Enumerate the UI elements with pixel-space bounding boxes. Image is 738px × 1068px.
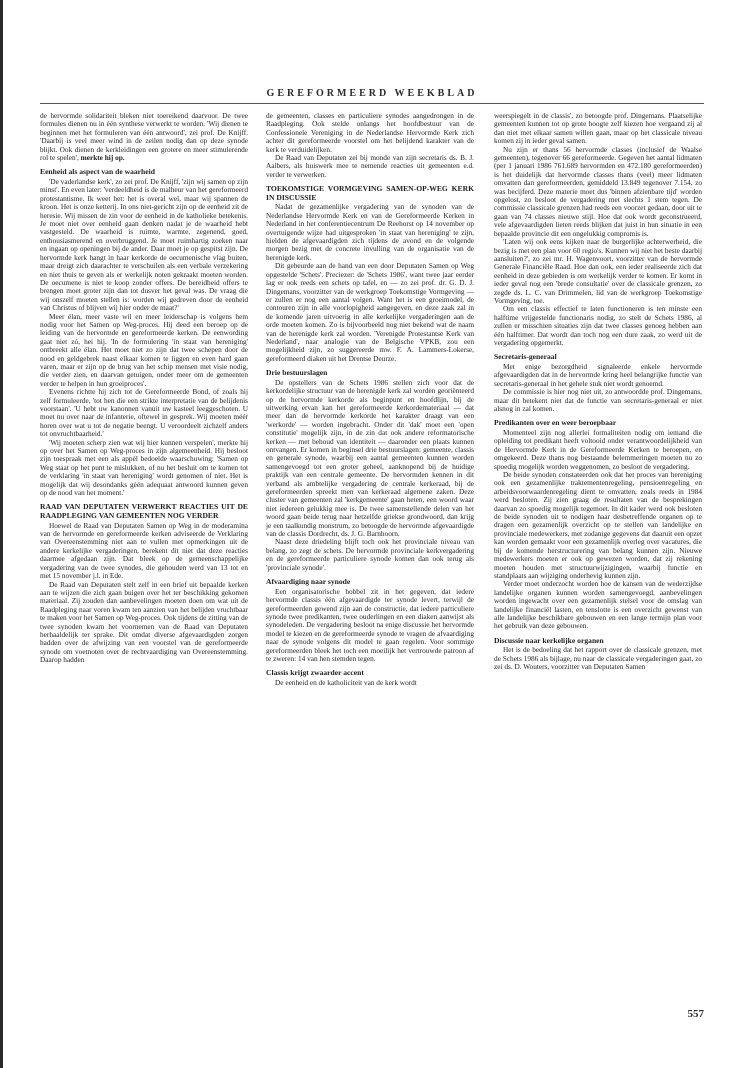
section-heading: Secretaris-generaal xyxy=(494,352,557,362)
section-heading: Predikanten over en weer beroepbaar xyxy=(494,418,617,428)
paragraph: Met enige bezorgdheid signaleerde enkele hervormde afgevaardigden dat in de hervormde kring heel belangrijke functie van secretaris-generaal in het gehele stuk niet wordt genoemd. xyxy=(494,361,702,388)
section-heading: Afvaardiging naar synode xyxy=(266,577,351,587)
paragraph: Het is de bedoeling dat het rapport over de classicale grenzen, met de Schets 1986 als bijlage, nu naar de classicale vergaderingen gaat, zo zei ds. D. Wouters, voorzitter van Deputaten Samen xyxy=(494,645,702,672)
paragraph: Evenens richtte hij zich tot de Gereformeerde Bond, of zoals hij zelf formuleerde, 'tot hen die een strikte interpretatie van de belijdenis voorstaan'. 'U hebt uw kanonnen vanuit uw kasteel leeggeschoten. U moet nu over naar de infanterie, oftewel in gesprek. Wij moeten méér horen over wat u tot de negatie beengt. U veroordeelt zichzelf anders tot onvruchtbaarheid.' xyxy=(40,387,248,439)
header-rule xyxy=(40,103,704,104)
section-heading: RAAD VAN DEPUTATEN VERWERKT REACTIES UIT DE RAADPLEGING VAN GEMEENTEN NOG VERDER xyxy=(40,502,248,521)
paragraph: weerspiegelt in de classis', zo betoogde prof. Dingemans. Plaatselijke gemeenten kunnen tot op grote hoogte zelf kiezen hoe vergaand zij al dan niet met elkaar samen willen gaan, maar op het classicale niveau komen zij in ieder geval samen. xyxy=(494,111,702,146)
column-1 xyxy=(40,112,248,665)
paragraph: De opstellers van de Schets 1986 stellen zich voor dat de kerkordelijke structuur van de herenigde kerk zal worden georiënteerd op de hervormde kerkorde als beginpunt en hoofdlijn, bij de uitwerking ervan kan het gereformeerde kerkordemateriaal — dat meer dan de hervormde kerkorde het karakter draagt van een 'werkorde' — worden ingebracht. Onder dit 'dak' moet een 'open constitutie' mogelijk zijn, in de zin dat ook andere reformatorische kerken — met behoud van identiteit — daaronder een plaats kunnen ontvangen. Er komen in beginsel drie bestuurslagen: gemeente, classis en generale synode, waarbij een aantal gemeenten kunnen worden samengevoegd tot een groter geheel, aanknopend bij de huidige praktijk van een centrale gemeente. De hervormden kennen in dit verband als ambtelijke vergadering de centrale kerkeraad, bij de gereformeerden spreekt men van kerkeraad algemene zaken. Deze cluster van gemeenten zal 'kerkgemeente' gaan heten, een woord waar niet iedereen gelukkig mee is. De twee samenstellende delen van het woord gaan beide terug naar hetzelfde griekse grondwoord, dan krijg je een taalkundig monstrum, zo betoogde de hervormde afgevaardigde van de classis Dordrecht, ds. J. G. Barnhoorn. xyxy=(266,377,474,539)
paragraph: Meer élan, meer vaste wil en meer leiderschap is volgens hem nodig voor het Samen op Weg-proces. Hij deed een beroep op de leiding van de hervormde en gereformeerde kerken. De eenwording gaat niet zó, hei hij. 'In de formulering 'in staat van hereniging' ontbreekt alle élan. Het moet niet zo zijn dat twee schepen door de nood en geldgebrek naast elkaar komen te liggen en even hard gaan varen, maar er zijn op de brug van het schip mensen met visie nodig, die verder zien, en daarvan getuigen, onder meer om de gemeenten verder te helpen in hun groeiproces'. xyxy=(40,311,248,388)
paragraph: De eenheid en de katholiciteit van de kerk wordt xyxy=(275,677,417,687)
paragraph: Hoewel de Raad van Deputaten Samen op Weg in de moderamina van de hervormde en gereformeerde kerken adviseerde de Verklaring van Overeenstemming niet aan te vullen met opmerkingen uit de andere kerkelijke vergaderingen, berekent dit niet dat deze reacties daarmee afgedaan zijn. Dat bleek op de gemeenschappelijke vergadering van de twee synodes, die gehouden werd van 13 tot en met 15 november j.l. in Ede. xyxy=(40,520,248,581)
column-3 xyxy=(494,112,702,672)
paragraph: 'De vaderlandse kerk', zo zei prof. De Knijff, 'zijn wij samen op zijn minst'. En even later: 'verdeeldheid is de malheur van het gereformeerd protestantisme. Ik weet het: het is overal wel, maar wij spannen de kroon. Het is onze ketterij. In ons niet-gericht zijn op de eenheid zit de heresie. Wij missen de zin voor de eenheid in de katholieke betekenis. Je moet niet over eenheid gaan denken nadat je de waarheid hebt vastgesteld. De waarheid is ruimte, warmte, zegenend, goed, enthousiasmerend en overbruggend. Je moet ruimhartig zoeken naar en ingaan op openingen bij de ander. Daar moet je op gespitst zijn. De hervormde kerk hangt in haar kerkorde de oecumenische vlag buiten, maar dreigt zich daarachter te verschuilen als een verbale verzekering en niet thuis te geven als er werkelijk noten gekraakt moeten worden. De oecumene is niet te koop zonder offers. De bereidheid offers te brengen moet groter zijn dan tot dusver het geval was. De vraag die wij onszelf moeten stellen is: worden wij gedreven door de eenheid van Christus of blijven wij hier onder de maat?' xyxy=(40,177,248,313)
section-heading: Classis krijgt zwaarder accent xyxy=(266,668,364,678)
paragraph: de hervormde solidariteit bleken niet toereikend daarvoor. De twee formules dienen nu in één synthese verwerkt te worden. 'Wij dienen te beginnen met het formuleren van één antwoord', zei prof. De Knijff. 'Daarbij is veel meer wind in de zeilen nodig dan op deze synode blijkt. Ook dienen de kerkleidingen een grotere en meer stimulerende rol te spelen', merkte hij op. xyxy=(40,111,248,163)
paragraph: Nadat de gezamenlijke vergadering van de synoden van de Nederlandse Hervormde Kerk en van de Gereformeerde Kerken in Nederland in het conferentiecentrum De Reehorst op 14 november op overtuigende wijze had uitgesproken 'in staat van hereniging' te zijn, hielden de afgevaardigden zich tijdens de avond en de volgende morgen bezig met de concrete invulling van de organisatie van de herenigde kerk. xyxy=(266,202,474,262)
section-heading: Discussie naar kerkelijke organen xyxy=(494,635,604,645)
section-heading: Drie bestuurslagen xyxy=(266,368,328,378)
page-number: 557 xyxy=(687,1008,704,1020)
paragraph: 'Laten wij ook eens kijken naar de burgerlijke achterwerheid, die bezig is met een plan voor 60 regio's. Kunnen wij niet het beste daarbij aansluiten?', zo zei mr. H. Wagenvoort, voorzitter van de hervormde Generale Financiële Raad. Hoe dan ook, een ieder realiseerde zich dat eenheid in deze gebieden is om werkelijk verder te komen. Er komt in ieder geval nog een 'brede consultatie' over de classicale grenzen, zo zegde ds. L. C. van Drimmelen, lid van de werkgroep Toekomstige Vormgeving, toe. xyxy=(494,237,702,305)
paragraph: 'Wij moeten scherp zien wat wij hier kunnen verspelen', merkte hij op over het Samen op Weg-proces in zijn algemeenheid. Hij besloot zijn toespraak met een als appèl bedoelde waarschuwing: 'Samen op Weg staat op het punt te mislukken, of nu het besluit om te komen tot de verklaring 'in staat van hereniging' wordt genomen of niet. Het is mogelijk dat wij desondanks géén adequaat antwoord kunnen geven op de nood van het moment.' xyxy=(40,437,248,498)
paragraph: Nu zijn er thans 56 hervormde classes (inclusief de Waalse gemeenten), tegenover 66 gereformeerde. Gegeven het aantal lidmaten (per 1 januari 1986 761.689 hervormden en 472.180 gereformeerden) is het duidelijk dat hervormde classes thans (veel) meer lidmaten omvatten dan gereformeerden, gemiddeld 13.849 tegenover 7.154, zo was becijferd. Deze materie moet dus 'binnen afzienbare tijd' worden opgelost, zo besloot de vergadering met slechts 1 stem tegen. De commissie classicale grenzen had reeds een voorzet gedaan, door uit te gaan van 74 classes nieuwe stijl. Hoe dat ook wordt geconstrueerd, vele afgevaardigden lieten reeds blijken dat juist in hun situatie in een bepaalde provincie dit een ongelukkig compromis is. xyxy=(494,144,702,238)
paragraph: De Raad van Deputaten zei bij monde van zijn secretaris ds. B. J. Aalbers, als huiswerk mee te nemende reacties uit gemeenten e.d. verder te verwerken. xyxy=(266,153,474,179)
paragraph: Naast deze driedeling blijft toch ook het provinciale niveau van belang, zo zegt de schets. De hervormde provinciale kerkvergadering en de gereformeerde particuliere synode komen dan ook terug als 'provinciale synode'. xyxy=(266,537,474,572)
paragraph: De Raad van Deputaten stelt zelf in een brief uit bepaalde kerken aan te wijzen die zich gaan buigen over het ter beschikking gekomen materiaal. Zij zouden dan aanbevelingen moeten doen om wat uit de Raadpleging naar voren kwam ten aanzien van het belijden vruchtbaar te maken voor het Samen op Weg-proces. Ook tijdens de zitting van de twee synoden kwam het voornemen van de Raad van Deputaten herhaaldelijk ter sprake. Dit omdat diverse afgevaardigden zorgen hadden over de afwijzing van een voorstel van de gereformeerde synode om voetnoten over de rechtvaardiging van Overeenstemming. Daarop hadden xyxy=(40,579,248,665)
section-heading: TOEKOMSTIGE VORMGEVING SAMEN-OP-WEG KERK IN DISCUSSIE xyxy=(266,184,474,202)
paragraph: De beide synoden constateerden ook dat het proces van hereniging ook een gezamenlijke traktementenregeling, pensioenregeling en arbeidsvoorwaardenregeling dient te omvatten, zoals reeds in 1984 werd besloten. Zij zien graag de resultaten van de besprekingen daarvan zo spoedig mogelijk tegemoet. In dit kader werd ook besloten de beide synoden uit te nodigen haar desbetreffende organen op te dragen een gezamenlijk overzicht op te stellen van landelijke en provinciale medewerkers, met zodanige gegevens dat daaruit een opzet kan worden gemaakt voor een gezamenlijk overleg over vacatures, die bij de komende herstructurering van belang kunnen zijn. Nieuwe medewerkers moeten er ook op gewezen worden, dat zij rekening moeten houden met structuurwijzigingen, waarbij functie en standplaats aan wijziging onderhevig kunnen zijn. xyxy=(494,470,702,580)
scan-edge xyxy=(0,0,3,1068)
section-heading: Eenheid als aspect van de waarheid xyxy=(40,167,155,177)
running-header: GEREFORMEERD WEEKBLAD xyxy=(266,88,478,99)
paragraph: de gemeenten, classes en particuliere synodes aangedrongen in de Raadpleging. Ook stelde onlangs het hoofdbestuur van de Confessionele Vereniging in de Nederlandse Hervormde Kerk zich achter dit gereformeerde voorstel om het belijdend karakter van de kerk te verduidelijken. xyxy=(266,111,474,154)
paragraph: Verder moet onderzocht worden hoe de kansen van de wederzijdse landelijke organen kunnen worden samengevoegd, aanbevelingen worden ingewacht over een gezamenlijk stelsel voor de omslag van landelijke financiël lasten, en tenslotte is een overzicht gewenst van alle landelijke beschikbare gebouwen en een lange termijn plan voor het gebruik van deze gebouwen. xyxy=(494,579,702,631)
paragraph: Dit gebeurde aan de hand van een door Deputaten Samen op Weg opgestelde 'Schets'. Preciezer: de 'Schets 1986', want twee jaar eerder lag er ook reeds een schets op tafel, en — zo zei prof. dr. G. D. J. Dingemans, voorzitter van de werkgroep Toekomstige Vormgeving — er zullen er nog een aantal volgen. Want het is een groeimodel, de contouren zijn in alle voorlopigheid aangegeven, en deze zaak zal in de komende jaren uitvoerig in alle kerkelijke vergaderingen aan de orde moeten komen. Zo is bijvoorbeeld nog niet bekend wat de naam van de herenigde kerk zal worden. 'Verenigde Protestantse Kerk van Nederland', naar analogie van de Belgische VPKB, zou een mogelijkheid zijn, zo suggereerde mw. F. A. Lammers-Lokerse, gereformeerd diaken uit het Drentse Deurze. xyxy=(266,261,474,363)
column-2 xyxy=(266,112,474,687)
paragraph: De commissie is hier nog niet uit, zo antwoordde prof. Dingemans, maar dit betekent niet dat de functie van secretaris-generaal er niet alsnog in zal komen. xyxy=(494,387,702,413)
paragraph: Om een classis effectief te laten functioneren is ten minste een halftime vrijgestelde functionaris nodig, zo stelt de Schets 1986, al zullen er misschien situaties zijn dat twee classes genoeg hebben aan één halftimer. Dat wordt dan toch nog een dure zaak, zo werd uit de vergadering opgemerkt. xyxy=(494,304,702,347)
paragraph: Een organisatorische hobbel zit in het gegeven, dat iedere hervormde classis één afgevaardigde ter synode levert, terwijl de gereformeerden gewend zijn aan de constructie, dat iedere particuliere synode twee predikanten, twee ouderlingen en een diaken aanwijst als synodeleden. De vergadering besloot na enige discussie het hervormde model te kiezen en de gereformeerde synode te vragen de afvaardiging naar de synode volgens dit model te gaan regelen. Voor sommige gereformeerden bleek het toch een moeilijk het vertrouwde patroon af te zweren: 14 van hen stemden tegen. xyxy=(266,586,474,663)
paragraph: Momenteel zijn nog allerlei formaliteiten nodig om iemand die opleiding tot predikant heeft voltooid onder verantwoordelijkheid van de Hervormde Kerk in de Gereformeerde Kerken te beroepen, en omgekeerd. Deze thans nog bestaande belemmeringen moeten nu zo spoedig mogelijk worden weggenomen, zo besloot de vergadering. xyxy=(494,428,702,471)
